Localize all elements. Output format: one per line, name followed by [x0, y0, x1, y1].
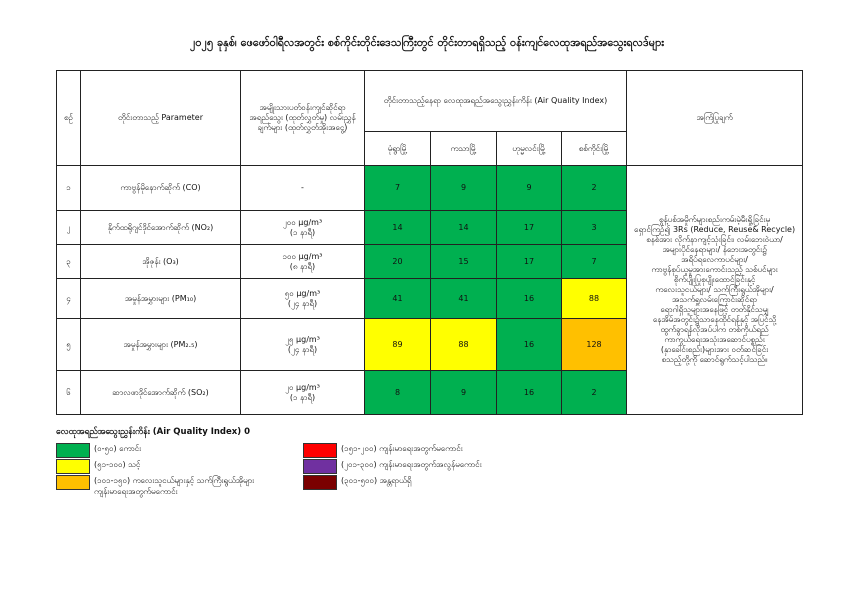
aqi-value-cell: 88	[562, 279, 627, 319]
remarks-line: ရှောင်ကြဉ်၍ 3Rs (Reduce, Reuse& Recycle)	[634, 225, 796, 234]
row-number: ၆	[57, 371, 81, 415]
standard-period: (၂၄ နာရီ)	[287, 298, 318, 308]
aqi-value-cell: 17	[497, 211, 562, 245]
header-aqi-group: တိုင်းတာသည့်နေရာ လေထုအရည်အသွေးညွှန်းကိန်း (Air Quality Index)	[365, 71, 627, 132]
header-parameter: တိုင်းတာသည့် Parameter	[81, 71, 241, 166]
remarks-cell	[627, 166, 803, 415]
header-remarks: အကြံပြုချက်	[627, 71, 803, 166]
header-no: စဉ်	[57, 71, 81, 166]
aqi-value-cell: 41	[365, 279, 431, 319]
legend-item-unhealthy	[303, 443, 463, 458]
remarks-line: အသက်ရှူလမ်းကြောင်းဆိုင်ရာ	[672, 295, 758, 304]
legend-swatch-hazardous	[303, 475, 337, 490]
row-standard	[241, 319, 365, 371]
aqi-value-cell: 14	[365, 211, 431, 245]
aqi-value-cell: 16	[497, 279, 562, 319]
remarks-line: စွန့်ပစ်အမှိုက်များစည်းကမ်းမဲ့မီးရှို့ခြင်းမှ	[658, 215, 771, 224]
row-parameter: အမှုန်အမွှားများ (PM₁₀)	[81, 279, 241, 319]
remarks-line: စသည့်တို့ကို ဆောင်ရွက်သင့်ပါသည်။	[661, 355, 768, 364]
legend-label-very-unhealthy: (၂၀၁-၃၀၀) ကျန်းမာရေးအတွက်အလွန်မကောင်း	[341, 460, 482, 469]
table-row	[57, 166, 803, 211]
aqi-value-cell: 9	[431, 166, 497, 211]
page-title: ၂၀၂၅ ခုနှစ်၊ ဖေဖော်ဝါရီလအတွင်း စစ်ကိုင်းတိုင်းဒေသကြီးတွင် တိုင်းတာရရှိသည့် ဝန်းကျင်လေထုအရည်အသွေးရလဒ်များ	[189, 36, 665, 49]
row-parameter: ကာဗွန်မိုနောက်ဆိုက် (CO)	[81, 166, 241, 211]
legend-item-hazardous	[303, 475, 411, 490]
remarks-line: စိုက်ပျိုးပြုစုပျိုးထောင်ခြင်းနှင့်	[673, 275, 756, 284]
standard-value: ၂၀ µg/m³	[285, 382, 320, 392]
row-number: ၁	[57, 166, 81, 211]
remarks-line: ကာဗွန်စုပ်ယူမှုအားကောင်းသည့် သစ်ပင်များ	[651, 265, 778, 274]
row-standard	[241, 211, 365, 245]
legend-label-hazardous: (၃၀၁-၅၀၀) အန္တရာယ်ရှိ	[341, 476, 412, 485]
row-parameter: အိုဇုန်း (O₃)	[81, 245, 241, 279]
aqi-value-cell: 14	[431, 211, 497, 245]
legend-label-sensitive: (၁၀၁-၁၅၀) ကလေးသူငယ်များနှင့် သက်ကြီးရွယ်အိုများ	[94, 476, 255, 485]
legend-label-good: (၀-၅၀) ကောင်း	[94, 444, 142, 453]
legend-item-very-unhealthy	[303, 459, 482, 474]
aqi-value-cell: 16	[497, 371, 562, 415]
standard-value: ၂၀၀ µg/m³	[282, 217, 323, 227]
aqi-value-cell: 41	[431, 279, 497, 319]
legend-swatch-moderate	[56, 459, 90, 474]
legend-item-moderate	[56, 459, 140, 474]
legend-label-sensitive-block	[94, 475, 254, 497]
legend-label-moderate: (၅၁-၁၀၀) သင့်	[94, 460, 141, 469]
aqi-value-cell: 128	[562, 319, 627, 371]
header-location-katha: ကသာမြို့	[431, 132, 497, 166]
air-quality-table	[56, 70, 803, 415]
aqi-value-cell: 9	[431, 371, 497, 415]
legend-label-unhealthy: (၁၅၁-၂၀၀) ကျန်းမာရေးအတွက်မကောင်း	[341, 444, 463, 453]
standard-value: ၁၀၀ µg/m³	[282, 251, 323, 261]
remarks-line: ရောဂါရှိသူများအနေဖြင့် တတ်နိုင်သမျှ	[660, 305, 769, 314]
aqi-value-cell: 20	[365, 245, 431, 279]
remarks-line: ကာကွယ်ရေးအသုံးအဆောင်ပစ္စည်း	[664, 335, 765, 344]
legend-title: လေထုအရည်အသွေးညွှန်းကိန်း (Air Quality Index) 0	[56, 427, 251, 437]
aqi-value-cell: 88	[431, 319, 497, 371]
aqi-value-cell: 89	[365, 319, 431, 371]
remarks-line: ထွက်ခွာရန်လိုအပ်ပါက တစ်ကိုယ်ရည်	[660, 325, 769, 334]
remarks-line: ကလေးသူငယ်များ/ သက်ကြီးရွယ်အိုများ/	[655, 285, 774, 294]
remarks-line: အရိပ်ရလေကာပင်များ/	[681, 255, 748, 264]
legend-swatch-unhealthy	[303, 443, 337, 458]
row-number: ၄	[57, 279, 81, 319]
row-parameter: နိုက်ထရိုဂျင်ဒိုင်အောက်ဆိုက် (NO₂)	[81, 211, 241, 245]
header-location-sagaing: စစ်ကိုင်းမြို့	[562, 132, 627, 166]
remarks-line: နေအိမ်အတွင်း၌သာနေထိုင်ရန်နှင့် အပြင်သို့	[652, 315, 777, 324]
aqi-value-cell: 9	[497, 166, 562, 211]
row-standard	[241, 371, 365, 415]
row-number: ၃	[57, 245, 81, 279]
standard-period: (၂၄ နာရီ)	[287, 344, 318, 354]
row-standard	[241, 245, 365, 279]
standard-period: (၈ နာရီ)	[289, 261, 316, 271]
legend-label-sensitive-line2: ကျန်းမာရေးအတွက်မကောင်း	[94, 487, 178, 496]
header-location-homalin: ဟုမ္မလင်းမြို့	[497, 132, 562, 166]
aqi-value-cell: 3	[562, 211, 627, 245]
standard-value: -	[301, 183, 304, 192]
header-standard: အမျိုးသားပတ်ဝန်းကျင်ဆိုင်ရာ အရည်သွေး (ထုတ်လွှတ်မှု) လမ်းညွှန်ချက်များ (ထုတ်လွှတ်အိုးအငွေ့)	[241, 71, 365, 166]
aqi-value-cell: 7	[365, 166, 431, 211]
aqi-value-cell: 2	[562, 166, 627, 211]
row-number: ၂	[57, 211, 81, 245]
legend-swatch-good	[56, 443, 90, 458]
legend-item-good	[56, 443, 141, 458]
row-standard	[241, 279, 365, 319]
aqi-value-cell: 7	[562, 245, 627, 279]
aqi-value-cell: 16	[497, 319, 562, 371]
standard-value: ၅၀ µg/m³	[284, 288, 321, 298]
remarks-line: (နှာခေါင်းစည်း)များအား ဝတ်ဆင်ခြင်း	[660, 345, 769, 354]
legend-swatch-very-unhealthy	[303, 459, 337, 474]
standard-value: ၂၅ µg/m³	[285, 334, 320, 344]
row-standard	[241, 166, 365, 211]
row-parameter: အမှုန်အမွှားများ (PM₂.₅)	[81, 319, 241, 371]
header-location-monywa: မုံရွာမြို့	[365, 132, 431, 166]
aqi-value-cell: 2	[562, 371, 627, 415]
remarks-line: စနစ်အား လိုက်နာကျင့်သုံးခြင်း၊ လမ်းဘေးဝဲယာ/	[646, 235, 783, 244]
row-parameter: ဆာလဖာဒိုင်အောက်ဆိုက် (SO₂)	[81, 371, 241, 415]
aqi-value-cell: 8	[365, 371, 431, 415]
legend-item-sensitive	[56, 475, 254, 497]
standard-period: (၁ နာရီ)	[289, 227, 316, 237]
standard-period: (၁ နာရီ)	[289, 392, 316, 402]
aqi-value-cell: 17	[497, 245, 562, 279]
legend-swatch-sensitive	[56, 475, 90, 490]
row-number: ၅	[57, 319, 81, 371]
remarks-line: အများပိုင်နေရာများ/ နံဘေးအတွင်း၌	[662, 245, 767, 254]
aqi-value-cell: 15	[431, 245, 497, 279]
